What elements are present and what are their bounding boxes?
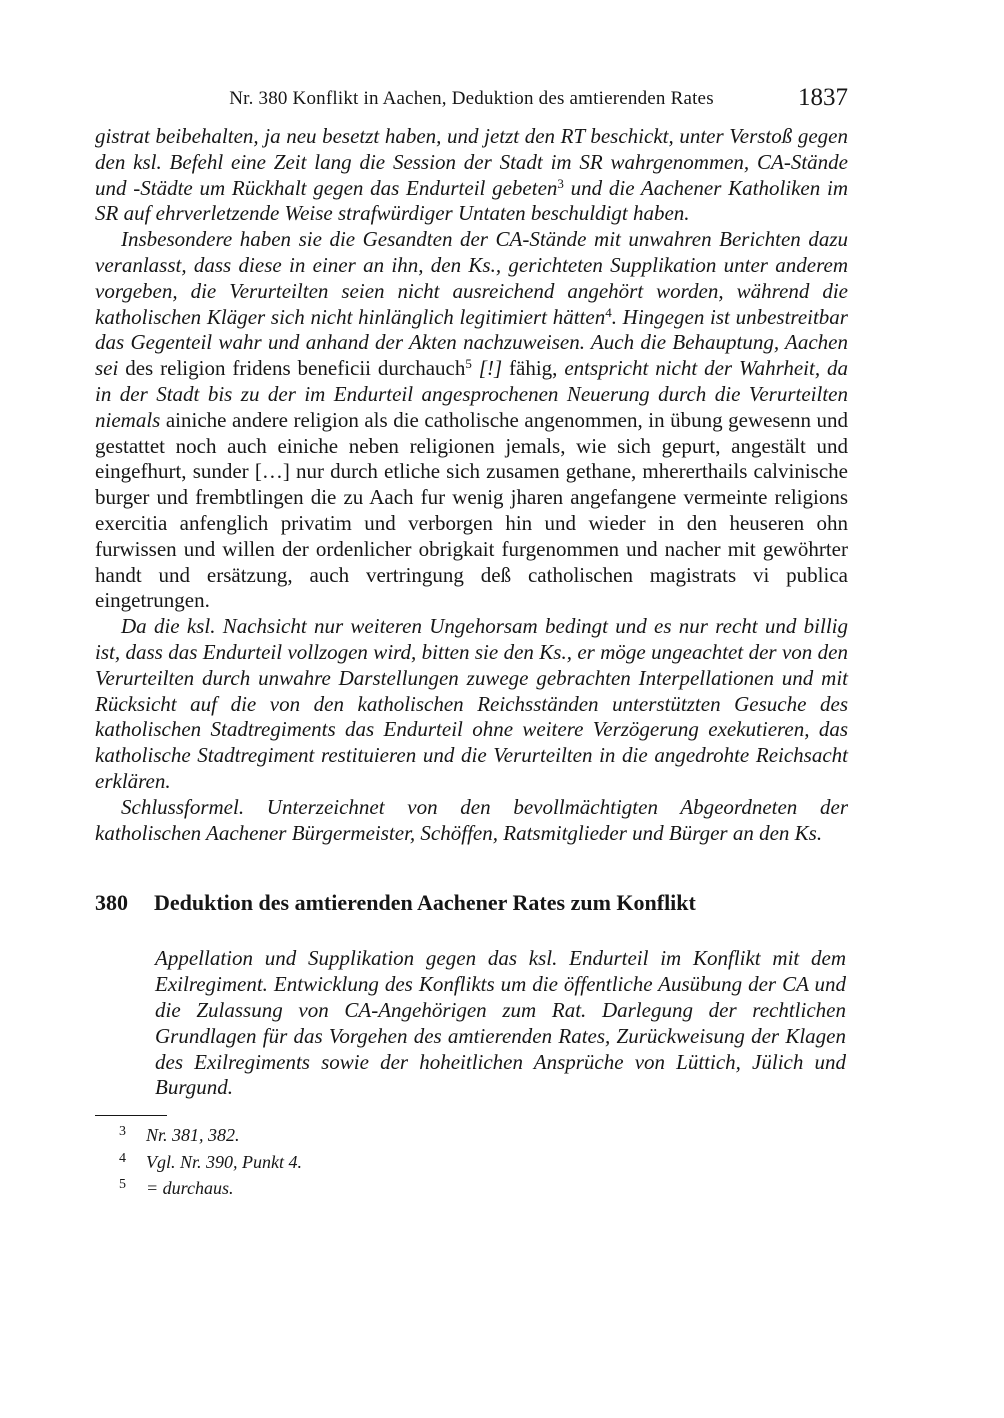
footnote-text: = durchaus. <box>146 1178 234 1199</box>
paragraph <box>95 124 848 227</box>
footnote-marker: 5 <box>465 356 472 372</box>
text-segment: entspricht nicht der Wahrheit, da in der Stadt bis zu der im Endurteil angesprochenen Neuerung durch die Verurteilten niemals <box>95 356 848 432</box>
footnote-marker: 4 <box>605 304 612 320</box>
footnote-number: 4 <box>119 1150 126 1166</box>
text-segment: . Hingegen ist unbestreitbar das Gegenteil wahr und anhand der Akten nachzuweisen. Auch die Behauptung, Aachen sei <box>95 304 848 381</box>
text-segment: Schlussformel. Unterzeichnet von den bevollmächtigten Abgeordneten der katholischen Aachener Bürgermeister, Schöffen, Ratsmitglieder und Bürger an den Ks. <box>95 794 848 845</box>
section-title: Deduktion des amtierenden Aachener Rates zum Konflikt <box>154 890 696 916</box>
running-header-title: Nr. 380 Konflikt in Aachen, Deduktion des amtierenden Rates <box>229 88 714 109</box>
footnote-number: 3 <box>119 1124 126 1140</box>
body-text <box>95 124 848 846</box>
text-segment: Da die ksl. Nachsicht nur weiteren Ungehorsam bedingt und es nur recht und billig ist, dass das Endurteil vollzogen wird, bitten sie den Ks., er möge ungeachtet der von den Verurteilten durch unwahre Darstellungen zuwege gebrachten Interpellationen und mit Rücksicht auf die von den katholischen Reichsständen unterstützten Gesuche des katholischen Stadtregiments das Endurteil ohne weitere Verzögerung exekutieren, das katholische Stadtregiment restituieren und die Verurteilten in die angedrohte Reichsacht erklären. <box>95 614 848 793</box>
footnote-rule <box>95 1115 167 1116</box>
footnote-marker: 3 <box>557 175 564 191</box>
text-segment: ainiche andere religion als die catholische angenommen, in übung gewesenn und gestattet noch auch einiche neben religionen jemals, wie sich gepurt, angestält und eingefhurt, sunder […] nur durch etliche sich zusamen gethane, mhererthails calvinische burger und frembtlingen die zu Aach fur wenig jharen angefangene vermeinte religions exercitia anfenglich privatim und verborgen hin und wieder in den heuseren ohn furwissen und willen der ordenlicher obrigkait furgenommen und nacher mit gewöhrter handt und ersätzung, auch vertringung deß catholischen magistrats vi publica eingetrungen. <box>95 407 848 613</box>
text-segment: gistrat beibehalten, ja neu besetzt haben, und jetzt den RT beschickt, unter Verstoß gegen den ksl. Befehl eine Zeit lang die Session der Stadt im SR wahrgenommen, CA-Stände und -Städte um Rückhalt gegen das Endurteil gebeten <box>95 124 848 200</box>
footnotes <box>95 1115 848 1202</box>
footnote-text: Nr. 381, 382. <box>146 1125 240 1146</box>
footnote-item <box>95 1175 848 1202</box>
text-segment: [!] <box>471 356 510 381</box>
paragraph <box>95 614 848 795</box>
page-number: 1837 <box>798 84 848 111</box>
paragraph <box>95 795 848 847</box>
footnote-text: Vgl. Nr. 390, Punkt 4. <box>146 1151 302 1172</box>
section-number: 380 <box>95 890 128 916</box>
paragraph <box>95 227 848 614</box>
footnote-number: 5 <box>119 1177 126 1193</box>
page-content <box>95 84 848 1202</box>
footnote-item <box>95 1149 848 1176</box>
footnote-item <box>95 1122 848 1149</box>
text-segment: und die Aachener Katholiken im SR auf ehrverletzende Weise strafwürdiger Untaten beschuldigt haben. <box>95 175 848 226</box>
text-segment: des religion fridens beneficii durchauch <box>125 356 466 381</box>
running-header <box>95 84 848 114</box>
footnotes-list <box>95 1122 848 1202</box>
section-heading <box>95 890 848 916</box>
text-segment: Insbesondere haben sie die Gesandten der CA-Stände mit unwahren Berichten dazu veranlasst, dass diese in einer an ihn, den Ks., gerichteten Supplikation unter anderem vorgeben, die Verurteilten seien nicht ausreichend angehört worden, während die katholischen Kläger sich nicht hinlänglich legitimiert hätten <box>95 227 848 329</box>
text-segment: fähig, <box>509 356 565 381</box>
section-summary: Appellation und Supplikation gegen das ksl. Endurteil im Konflikt mit dem Exilregiment. Entwicklung des Konflikts um die öffentliche Ausübung der CA und die Zulassung von CA-Angehörigen zum Rat. Darlegung der rechtlichen Grundlagen für das Vorgehen des amtierenden Rates, Zurückweisung der Klagen des Exilregiments sowie der hoheitlichen Ansprüche von Lüttich, Jülich und Burgund. <box>155 946 846 1100</box>
